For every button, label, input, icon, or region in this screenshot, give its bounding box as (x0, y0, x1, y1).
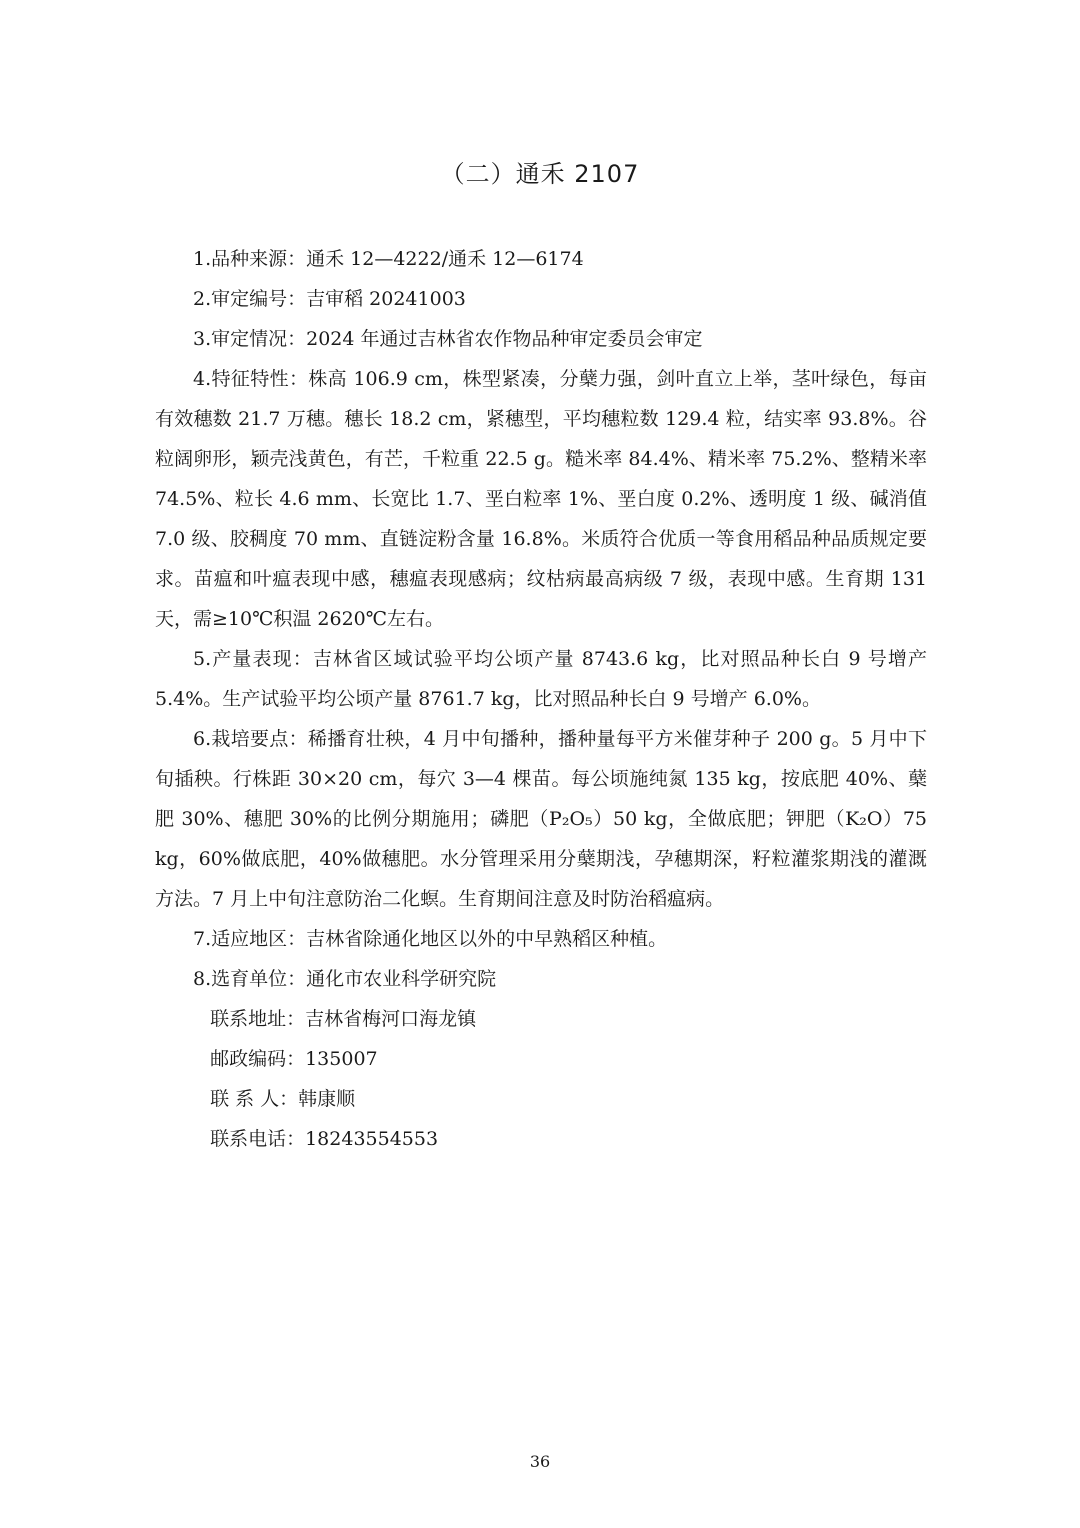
page-title: （二）通禾 2107 (440, 160, 640, 188)
item-yield-performance: 5.产量表现：吉林省区域试验平均公顷产量 8743.6 kg，比对照品种长白 9 号增产 5.4%。生产试验平均公顷产量 8761.7 kg，比对照品种长白 9 号增产 6.0%。 (155, 648, 927, 710)
page-number: 36 (529, 1452, 551, 1471)
contact-person: 联 系 人：韩康顺 (210, 1088, 356, 1110)
item-variety-source: 1.品种来源：通禾 12—4222/通禾 12—6174 (193, 248, 584, 270)
document-body (155, 239, 927, 1159)
item-approval-status: 3.审定情况：2024 年通过吉林省农作物品种审定委员会审定 (193, 328, 703, 350)
contact-address: 联系地址：吉林省梅河口海龙镇 (210, 1008, 477, 1030)
item-cultivation-points: 6.栽培要点：稀播育壮秧，4 月中旬播种，播种量每平方米催芽种子 200 g。5 月中下旬插秧。行株距 30×20 cm，每穴 3—4 棵苗。每公顷施纯氮 135 kg，按底肥 40%、蘖肥 30%、穗肥 30%的比例分期施用；磷肥（P₂O₅）50 kg，全做底肥；钾肥（K₂O）75 kg，60%做底肥，40%做穗肥。水分管理采用分蘖期浅，孕穗期深，籽粒灌浆期浅的灌溉方法。7 月上中旬注意防治二化螟。生育期间注意及时防治稻瘟病。 (155, 728, 927, 910)
item-suitable-region: 7.适应地区：吉林省除通化地区以外的中早熟稻区种植。 (193, 928, 668, 950)
contact-postcode: 邮政编码：135007 (210, 1048, 378, 1070)
item-characteristics: 4.特征特性：株高 106.9 cm，株型紧凑，分蘖力强，剑叶直立上举，茎叶绿色，每亩有效穗数 21.7 万穗。穗长 18.2 cm，紧穗型，平均穗粒数 129.4 粒，结实率 93.8%。谷粒阔卵形，颖壳浅黄色，有芒，千粒重 22.5 g。糙米率 84.4%、精米率 75.2%、整精米率 74.5%、粒长 4.6 mm、长宽比 1.7、垩白粒率 1%、垩白度 0.2%、透明度 1 级、碱消值 7.0 级、胶稠度 70 mm、直链淀粉含量 16.8%。米质符合优质一等食用稻品种品质规定要求。苗瘟和叶瘟表现中感，穗瘟表现感病；纹枯病最高病级 7 级，表现中感。生育期 131 天，需≥10℃积温 2620℃左右。 (155, 368, 927, 630)
contact-phone: 联系电话：18243554553 (210, 1128, 439, 1150)
item-approval-number: 2.审定编号：吉审稻 20241003 (193, 288, 466, 310)
item-breeding-unit: 8.选育单位：通化市农业科学研究院 (193, 968, 497, 990)
